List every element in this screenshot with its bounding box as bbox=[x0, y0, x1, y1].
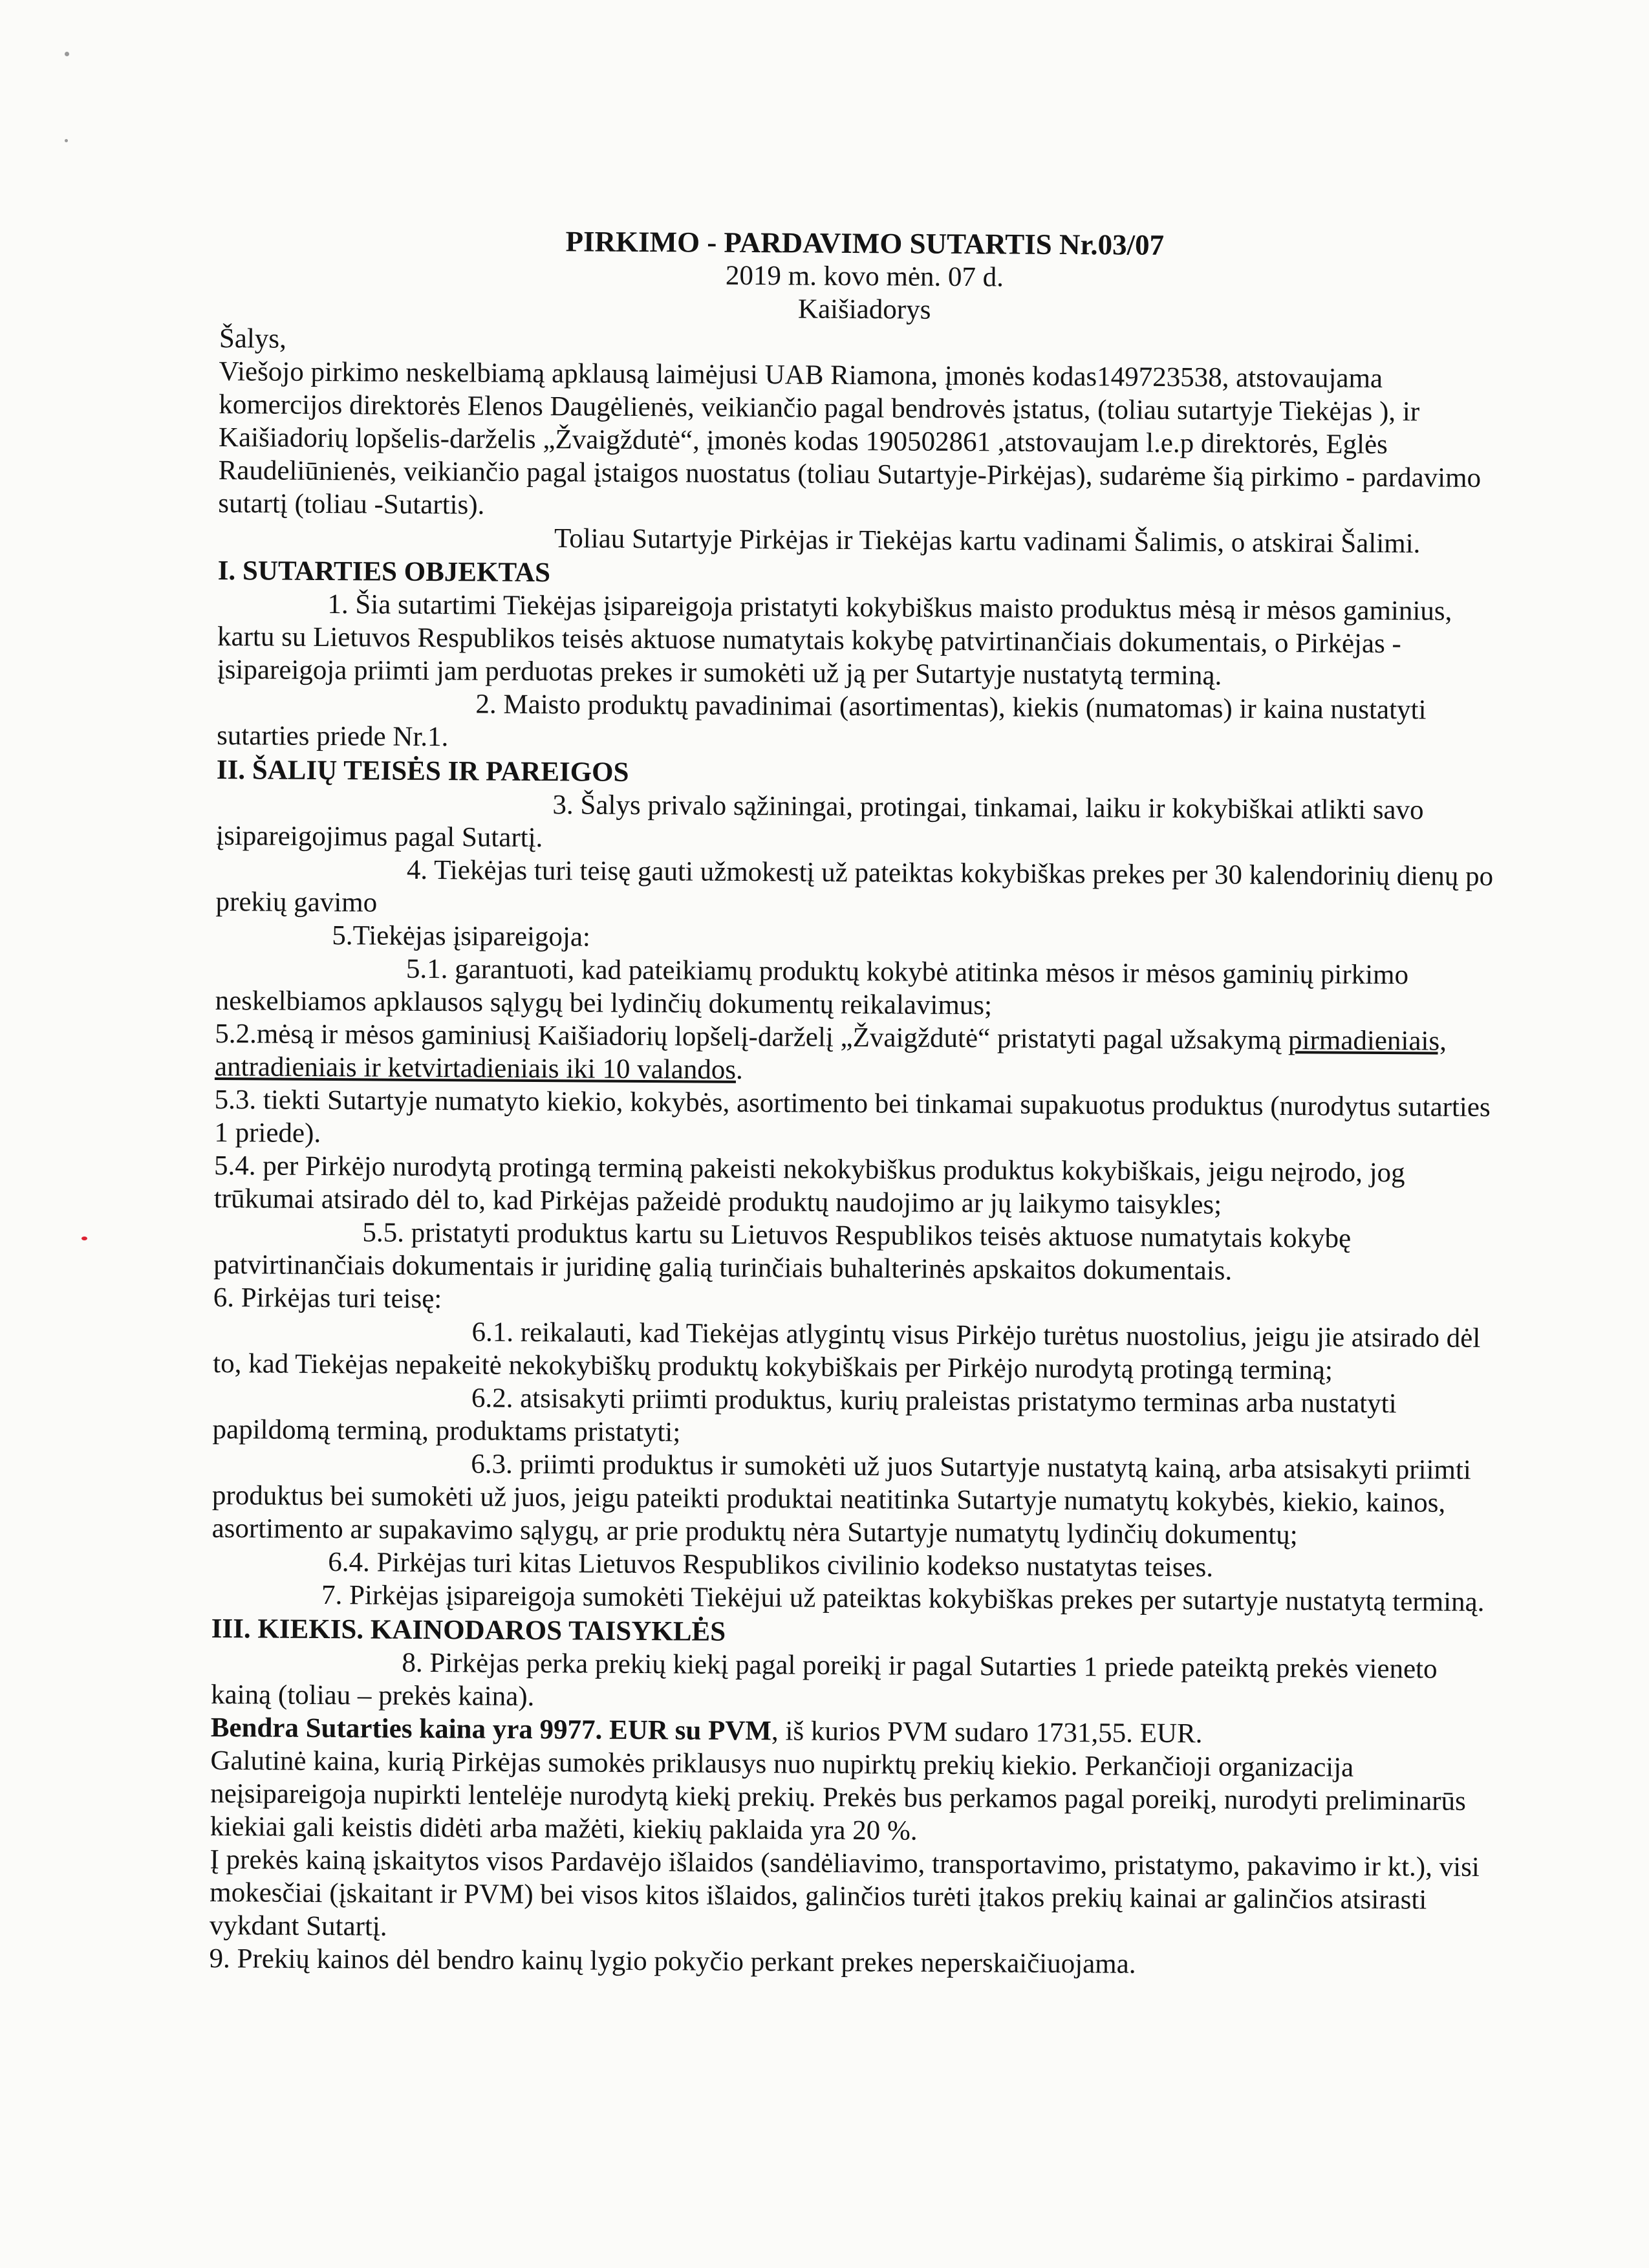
red-dot-mark bbox=[81, 1237, 87, 1240]
clause-7: 7. Pirkėjas įsipareigoja sumokėti Tiekėjui už pateiktas kokybiškas prekes per sutartyje nustatytą terminą. bbox=[321, 1579, 1485, 1617]
clause-8: 8. Pirkėjas perka prekių kiekį pagal poreikį ir pagal Sutarties 1 priede pateiktą prekės vieneto kainą (toliau – prekės kaina). bbox=[210, 1647, 1438, 1712]
clause-4: 4. Tiekėjas turi teisę gauti užmokestį už pateiktas kokybiškas prekes per 30 kalendorinių dienų po prekių gavimo bbox=[215, 854, 1494, 918]
clause-5-4: 5.4. per Pirkėjo nurodytą protingą terminą pakeisti nekokybiškus produktus kokybiškais, jeigu neįrodo, jog trūkumai atsirado dėl to, kad Pirkėjas pažeidė produktų naudojimo ar jų laikymo taisykles; bbox=[213, 1150, 1405, 1220]
clause-2: 2. Maisto produktų pavadinimai (asortimentas), kiekis (numatomas) ir kaina nustatyti sutarties priede Nr.1. bbox=[217, 689, 1427, 753]
clause-5-2-delivery-days: pirmadieniais, antradieniais ir ketvirtadieniais iki 10 valandos bbox=[214, 1025, 1447, 1085]
clause-6-1: 6.1. reikalauti, kad Tiekėjas atlygintų visus Pirkėjo turėtus nuostolius, jeigu jie atsirado dėl to, kad Tiekėjas nepakeitė nekokybiškų produktų kokybiškais per Pirkėjo nurodytą protingą terminą; bbox=[213, 1317, 1481, 1386]
document-place: Kaišiadorys bbox=[797, 294, 931, 325]
clause-5-3: 5.3. tiekti Sutartyje numatyto kiekio, kokybės, asortimento bei tinkamai supakuotus produktus (nurodytus sutarties 1 priede). bbox=[214, 1084, 1491, 1149]
clause-5-2 bbox=[215, 1017, 1505, 1091]
clause-6: 6. Pirkėjas turi teisę: bbox=[213, 1282, 442, 1315]
parties-note: Toliau Sutartyje Pirkėjas ir Tiekėjas kartu vadinami Šalimis, o atskirai Šalimi. bbox=[554, 523, 1421, 559]
document-header bbox=[219, 223, 1510, 330]
scan-speck-mark bbox=[65, 139, 68, 142]
section-2-title: II. ŠALIŲ TEISĖS IR PAREIGOS bbox=[216, 754, 629, 788]
document-title: PIRKIMO - PARDAVIMO SUTARTIS Nr.03/07 bbox=[565, 225, 1165, 261]
clause-8-included-costs: Į prekės kainą įskaitytos visos Pardavėjo išlaidos (sandėliavimo, transportavimo, pristatymo, pakavimo ir kt.), visi mokesčiai (įskaitant ir PVM) bei visos kitos išlaidos, galinčios turėti įtakos prekių kainai ar galinčios atsirasti vykdant Sutartį. bbox=[209, 1844, 1480, 1942]
clause-6-4: 6.4. Pirkėjas turi kitas Lietuvos Respublikos civilinio kodekso nustatytas teises. bbox=[328, 1547, 1214, 1583]
document-date: 2019 m. kovo mėn. 07 d. bbox=[725, 260, 1004, 293]
clause-3: 3. Šalys privalo sąžiningai, protingai, tinkamai, laiku ir kokybiškai atlikti savo įsipareigojimus pagal Sutartį. bbox=[216, 790, 1424, 854]
total-price-bold: Bendra Sutarties kaina yra 9977. EUR su PVM bbox=[210, 1712, 772, 1747]
section-3-title: III. KIEKIS. KAINODAROS TAISYKLĖS bbox=[211, 1613, 726, 1647]
clause-6-2: 6.2. atsisakyti priimti produktus, kurių praleistas pristatymo terminas arba nustatyti papildomą terminą, produktams pristatyti; bbox=[212, 1383, 1397, 1448]
intro-paragraph: Viešojo pirkimo neskelbiamą apklausą laimėjusi UAB Riamona, įmonės kodas149723538, atstovaujama komercijos direktorės Elenos Daugėlienės, veikiančio pagal bendrovės įstatus, (toliau sutartyje Tiekėjas ), ir Kaišiadorių lopšelis-darželis „Žvaigždutė“, įmonės kodas 190502861 ,atstovaujam l.e.p direktorės, Eglės Raudeliūnienės, veikiančio pagal įstaigos nuostatus (toliau Sutartyje-Pirkėjas), sudarėme šią pirkimo - pardavimo sutartį (toliau -Sutartis). bbox=[218, 356, 1482, 521]
clause-5-2-text: 5.2.mėsą ir mėsos gaminiusį Kaišiadorių lopšelį-darželį „Žvaigždutė“ pristatyti pagal užsakymą bbox=[215, 1018, 1289, 1056]
section-1-title: I. SUTARTIES OBJEKTAS bbox=[217, 555, 551, 589]
parties-label: Šalys, bbox=[219, 323, 286, 354]
clause-5-1: 5.1. garantuoti, kad pateikiamų produktų kokybė atitinka mėsos ir mėsos gaminių pirkimo neskelbiamos apklausos sąlygų bei lydinčių dokumentų reikalavimus; bbox=[215, 953, 1409, 1021]
clause-8-final-price: Galutinė kaina, kurią Pirkėjas sumokės priklausys nuo nupirktų prekių kiekio. Perkančioji organizacija neįsipareigoja nupirkti lentelėje nurodytą kiekį prekių. Prekės bus perkamos pagal poreikį, nurodyti preliminarūs kiekiai gali keistis didėti arba mažėti, kiekių paklaida yra 20 %. bbox=[210, 1745, 1466, 1846]
clause-6-3: 6.3. priimti produktus ir sumokėti už juos Sutartyje nustatytą kainą, arba atsisakyti priimti produktus bei sumokėti už juos, jeigu pateikti produktai neatitinka Sutartyje numatytų kokybės, kiekio, kainos, asortimento ar supakavimo sąlygų, ar prie produktų nėra Sutartyje numatytų lydinčių dokumentų; bbox=[211, 1449, 1471, 1551]
clause-5: 5.Tiekėjas įsipareigoja: bbox=[332, 920, 591, 953]
contract-body bbox=[209, 223, 1510, 1983]
clause-5-5: 5.5. pristatyti produktus kartu su Lietuvos Respublikos teisės aktuose numatytais kokybę patvirtinančiais dokumentais ir juridinę galią turinčiais buhalterinės apskaitos dokumentais. bbox=[213, 1217, 1352, 1286]
total-price-vat: , iš kurios PVM sudaro 1731,55. EUR. bbox=[771, 1716, 1203, 1749]
clause-9: 9. Prekių kainos dėl bendro kainų lygio pokyčio perkant prekes neperskaičiuojama. bbox=[209, 1943, 1136, 1980]
clause-5-2-end: . bbox=[735, 1054, 743, 1085]
clause-1: 1. Šia sutartimi Tiekėjas įsipareigoja pristatyti kokybiškus maisto produktus mėsą ir mėsos gaminius, kartu su Lietuvos Respublikos teisės aktuose numatytais kokybę patvirtinančiais dokumentais, o Pirkėjas - įsipareigoja priimti jam perduotas prekes ir sumokėti už ją per Sutartyje nustatytą terminą. bbox=[217, 589, 1452, 691]
scan-speck-mark bbox=[65, 52, 69, 56]
